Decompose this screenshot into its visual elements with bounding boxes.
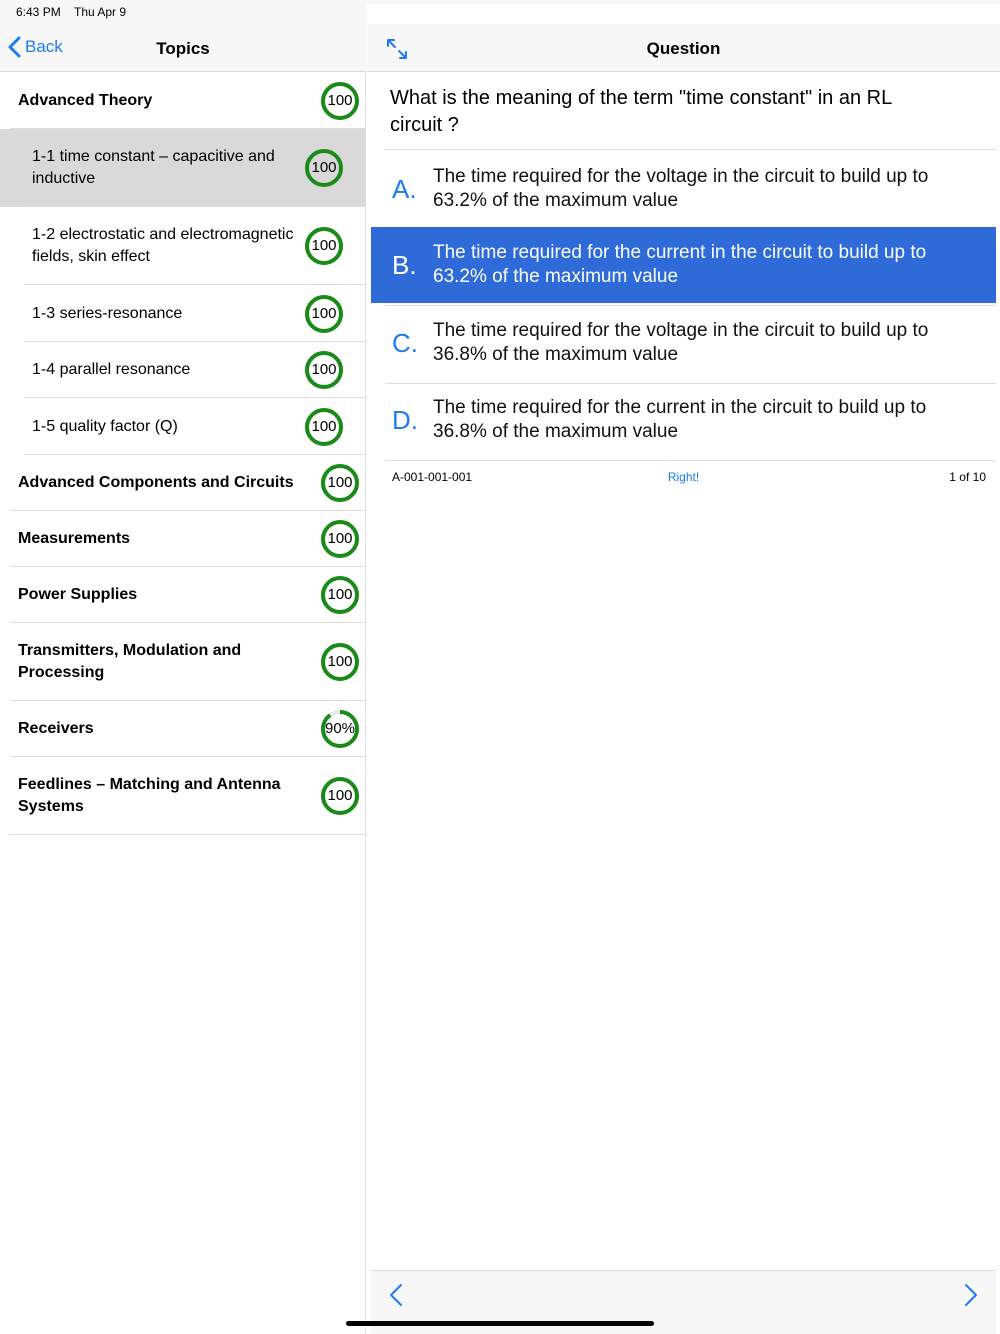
progress-value: 100 xyxy=(311,361,337,378)
topics-panel xyxy=(0,24,366,1334)
answer-option[interactable] xyxy=(371,151,996,227)
answer-option[interactable] xyxy=(371,305,996,381)
divider xyxy=(385,460,996,461)
status-bar xyxy=(0,0,1000,24)
topic-row[interactable] xyxy=(0,701,366,757)
topic-label: Advanced Components and Circuits xyxy=(18,474,294,491)
topic-list xyxy=(0,73,366,835)
chevron-left-icon[interactable] xyxy=(389,1283,403,1307)
topic-row[interactable] xyxy=(0,285,366,342)
progress-value: 100 xyxy=(327,653,353,670)
progress-ring xyxy=(320,709,360,749)
question-count: 1 of 10 xyxy=(949,470,986,484)
progress-value: 100 xyxy=(327,787,353,804)
answer-letter: B. xyxy=(392,249,417,280)
answer-letter: A. xyxy=(392,173,417,204)
progress-ring xyxy=(304,294,344,334)
answer-text: The time required for the voltage in the circuit to build up to 36.8% of the maximum value xyxy=(433,320,929,365)
progress-ring xyxy=(304,350,344,390)
progress-ring xyxy=(320,776,360,816)
progress-value: 100 xyxy=(311,237,337,254)
progress-value: 100 xyxy=(311,417,337,435)
topic-label: Feedlines – Matching and Antenna Systems xyxy=(18,776,281,815)
topics-title: Topics xyxy=(156,39,210,58)
progress-ring xyxy=(304,407,344,447)
question-id: A-001-001-001 xyxy=(392,470,473,484)
question-nav-bar xyxy=(367,24,1000,72)
topic-label: Power Supplies xyxy=(18,586,138,603)
topic-label: 1-4 parallel resonance xyxy=(32,361,191,378)
topic-label: 1-3 series-resonance xyxy=(32,304,183,322)
topic-label: 1-2 electrostatic and electromagnetic fields, skin effect xyxy=(32,226,294,265)
question-panel xyxy=(367,24,1000,1334)
answer-text: The time required for the voltage in the circuit to build up to 63.2% of the maximum value xyxy=(433,166,929,211)
topic-row[interactable] xyxy=(0,455,366,511)
answer-option[interactable] xyxy=(371,382,996,458)
topic-label: Measurements xyxy=(18,530,131,547)
progress-value: 100 xyxy=(327,474,353,491)
progress-ring xyxy=(304,226,344,266)
answer-letter: D. xyxy=(392,404,418,435)
topic-row[interactable] xyxy=(0,623,366,701)
progress-value: 100 xyxy=(327,586,353,603)
progress-ring xyxy=(320,81,360,121)
topics-nav-bar xyxy=(0,24,366,72)
topic-row[interactable] xyxy=(0,398,366,455)
question-text: What is the meaning of the term "time constant" in an RL circuit ? xyxy=(390,87,892,136)
answer-letter: C. xyxy=(392,327,418,358)
progress-value: 100 xyxy=(311,159,337,176)
back-label: Back xyxy=(25,37,63,56)
topic-label: Advanced Theory xyxy=(18,92,153,109)
answer-text: The time required for the current in the circuit to build up to 36.8% of the maximum value xyxy=(433,397,927,442)
progress-value: 100 xyxy=(327,92,353,109)
home-indicator xyxy=(346,1321,654,1326)
progress-value: 100 xyxy=(327,530,353,547)
progress-ring xyxy=(320,519,360,559)
progress-ring xyxy=(320,463,360,503)
progress-ring xyxy=(320,575,360,615)
topic-row[interactable] xyxy=(0,73,366,129)
topic-label: 1-1 time constant – capacitive and inductive xyxy=(32,148,275,187)
topic-label: 1-5 quality factor (Q) xyxy=(32,417,178,435)
progress-ring xyxy=(304,148,344,188)
topic-label: Transmitters, Modulation and Processing xyxy=(18,642,242,681)
status-time: 6:43 PM xyxy=(16,5,61,19)
progress-ring xyxy=(320,642,360,682)
divider xyxy=(10,834,366,835)
topic-row[interactable] xyxy=(0,757,366,835)
answer-text: The time required for the current in the circuit to build up to 63.2% of the maximum value xyxy=(433,242,927,287)
topic-row[interactable] xyxy=(0,511,366,567)
progress-value: 100 xyxy=(311,304,337,322)
topic-row[interactable] xyxy=(0,207,366,285)
answer-status: Right! xyxy=(667,470,700,484)
progress-value: 90% xyxy=(324,720,356,737)
topic-label: Receivers xyxy=(18,720,94,737)
answer-option[interactable] xyxy=(371,227,996,303)
topic-row[interactable] xyxy=(0,129,366,207)
divider xyxy=(385,149,996,150)
chevron-right-icon[interactable] xyxy=(964,1283,978,1307)
topic-row[interactable] xyxy=(0,342,366,398)
status-date: Thu Apr 9 xyxy=(74,5,127,19)
question-title: Question xyxy=(646,39,721,58)
topic-row[interactable] xyxy=(0,567,366,623)
